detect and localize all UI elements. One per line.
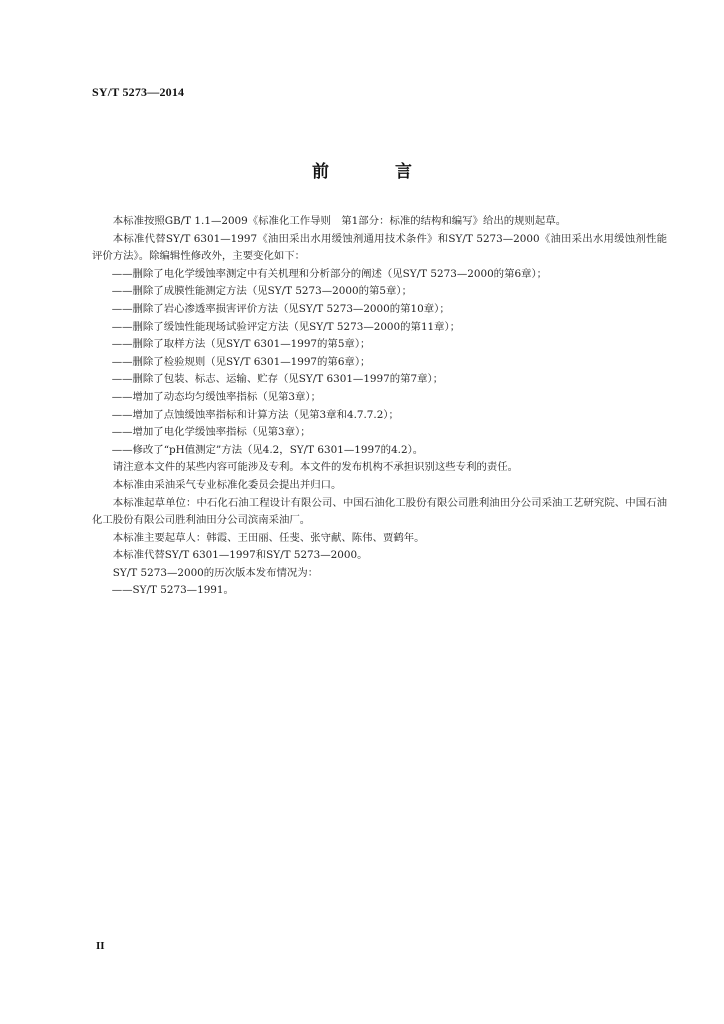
change-item: ——增加了点蚀缓蚀率指标和计算方法（见第3章和4.7.7.2）； [111, 408, 399, 421]
paragraph-drafting-rules: 本标准按照GB/T 1.1—2009《标准化工作导则 第1部分：标准的结构和编写》给出的规则起草。 [112, 215, 567, 227]
paragraph-drafters: 本标准主要起草人：韩霞、王田丽、任斐、张守献、陈伟、贾鹤年。 [112, 531, 425, 544]
paragraph-drafting-units: 本标准起草单位：中石化石油工程设计有限公司、中国石油化工股份有限公司胜利油田分公司采油工艺研究院、中国石油化工股份有限公司胜利油田分公司滨南采油厂。 [92, 496, 667, 527]
paragraph-proposer: 本标准由采油采气专业标准化委员会提出并归口。 [112, 478, 342, 491]
paragraph-version-history: SY/T 5273—2000的历次版本发布情况为： [112, 566, 319, 579]
change-item: ——删除了检验规则（见SY/T 6301—1997的第6章）； [111, 355, 371, 368]
page-title: 前 言 [312, 162, 442, 182]
change-item: ——删除了缓蚀性能现场试验评定方法（见SY/T 5273—2000的第11章）； [111, 320, 461, 333]
change-item: ——删除了岩心渗透率损害评价方法（见SY/T 5273—2000的第10章）； [111, 302, 450, 315]
change-item: ——删除了电化学缓蚀率测定中有关机理和分析部分的阐述（见SY/T 5273—2000的第6章）； [111, 267, 548, 280]
change-item: ——删除了包装、标志、运输、贮存（见SY/T 6301—1997的第7章）； [111, 373, 444, 386]
foreword-body [92, 213, 667, 600]
history-item: ——SY/T 5273—1991。 [111, 584, 234, 597]
change-item: ——删除了取样方法（见SY/T 6301—1997的第5章）； [111, 338, 371, 351]
paragraph-replacement-statement: 本标准代替SY/T 6301—1997《油田采出水用缓蚀剂通用技术条件》和SY/T 5273—2000《油田采出水用缓蚀剂性能评价方法》。除编辑性修改外，主要变化如下： [92, 232, 667, 263]
changes-list [92, 266, 667, 460]
change-item: ——增加了电化学缓蚀率指标（见第3章）； [111, 426, 311, 439]
change-item: ——增加了动态均匀缓蚀率指标（见第3章）； [111, 390, 321, 403]
change-item: ——修改了“pH值测定”方法（见4.2，SY/T 6301—1997的4.2）。 [111, 443, 424, 456]
standard-number-header: SY/T 5273—2014 [92, 85, 185, 99]
page-number: II [96, 940, 105, 952]
paragraph-patent-notice: 请注意本文件的某些内容可能涉及专利。本文件的发布机构不承担识别这些专利的责任。 [112, 461, 519, 474]
change-item: ——删除了成膜性能测定方法（见SY/T 5273—2000的第5章）； [111, 285, 412, 298]
paragraph-replaces: 本标准代替SY/T 6301—1997和SY/T 5273—2000。 [112, 549, 368, 562]
